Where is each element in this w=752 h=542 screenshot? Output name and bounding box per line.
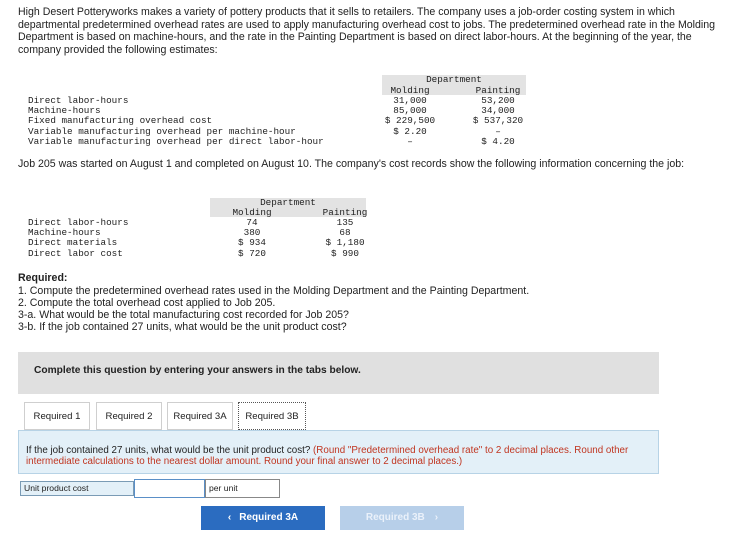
table-cell-molding: 74 (246, 217, 258, 228)
question-note: (Round "Predetermined overhead rate" to 2 decimal places. Round other intermediate calculations to the nearest dollar amount. Round your final answer to 2 decimal places.) (26, 445, 629, 467)
table-row-label: Variable manufacturing overhead per direct labor-hour (28, 135, 324, 147)
required-item: 1. Compute the predetermined overhead rates used in the Molding Department and the Painting Department. (18, 285, 530, 297)
required-heading: Required: (18, 272, 68, 284)
table-cell-painting: 34,000 (481, 105, 515, 117)
table-cell-molding: $ 229,500 (384, 115, 436, 127)
job-col-painting: Painting (322, 207, 368, 218)
table-cell-painting: – (495, 125, 501, 137)
table-cell-painting: 68 (339, 227, 351, 239)
table-cell-painting: $ 537,320 (472, 115, 524, 127)
question-main: If the job contained 27 units, what would be the unit product cost? (26, 445, 311, 456)
table-cell-molding: 31,000 (393, 95, 427, 106)
table-cell-painting: $ 990 (331, 247, 359, 259)
problem-intro: High Desert Potteryworks makes a variety of pottery products that it sells to retailers. The company uses a job-order costing system in which departmental predetermined overhead rates are used to apply manufacturing overhead cost to jobs. The predetermined overhead rate in the Molding Department is based on machine-hours, and the rate in the Painting Department is based on direct labor-hours. At the beginning of the year, the company provided the following estimates: (18, 6, 716, 56)
table-cell-molding: $ 720 (238, 247, 266, 259)
job-table-group-header: Department (260, 197, 316, 208)
table-row-label: Direct materials (28, 237, 118, 249)
prev-button-label: Required 3A (239, 512, 299, 523)
table-cell-molding: $ 934 (238, 237, 266, 249)
tab-required-3a[interactable]: Required 3A (167, 402, 233, 430)
instruction-box (18, 352, 659, 394)
table-row-label: Machine-hours (28, 227, 101, 239)
required-item: 3-b. If the job contained 27 units, what would be the unit product cost? (18, 321, 347, 333)
next-button[interactable] (340, 506, 464, 530)
table-row-label: Fixed manufacturing overhead cost (28, 115, 213, 127)
table-cell-molding: 380 (243, 227, 261, 239)
table-row-label: Direct labor-hours (28, 95, 129, 106)
table-row-label: Direct labor cost (28, 247, 123, 259)
estimates-table-group-header: Department (426, 74, 482, 85)
answer-unit: per unit (205, 479, 280, 498)
question-text (26, 445, 646, 467)
table-row-label: Machine-hours (28, 105, 101, 117)
table-row-label: Variable manufacturing overhead per machine-hour (28, 125, 296, 137)
table-cell-painting: 135 (336, 217, 354, 228)
estimates-col-molding: Molding (390, 85, 430, 96)
table-row-label: Direct labor-hours (28, 217, 129, 228)
table-cell-painting: 53,200 (481, 95, 515, 106)
next-button-label: Required 3B (365, 512, 425, 523)
chevron-right-icon: › (434, 512, 439, 523)
table-cell-painting: $ 1,180 (325, 237, 365, 249)
estimates-col-painting: Painting (475, 85, 521, 96)
chevron-left-icon: ‹ (227, 512, 232, 523)
table-cell-molding: 85,000 (393, 105, 427, 117)
table-cell-molding: – (407, 135, 413, 147)
job-col-molding: Molding (232, 207, 272, 218)
instruction-text: Complete this question by entering your answers in the tabs below. (34, 365, 361, 376)
table-cell-painting: $ 4.20 (481, 135, 515, 147)
required-item: 2. Compute the total overhead cost applied to Job 205. (18, 297, 276, 309)
tab-required-3b[interactable]: Required 3B (238, 402, 306, 430)
answer-label: Unit product cost (20, 481, 134, 496)
tab-required-2[interactable]: Required 2 (96, 402, 162, 430)
prev-button[interactable] (201, 506, 325, 530)
tab-required-1[interactable]: Required 1 (24, 402, 90, 430)
table-cell-molding: $ 2.20 (393, 125, 427, 137)
job-text: Job 205 was started on August 1 and completed on August 10. The company's cost records show the following information concerning the job: (18, 158, 685, 170)
required-item: 3-a. What would be the total manufacturing cost recorded for Job 205? (18, 309, 349, 321)
unit-product-cost-input[interactable] (134, 479, 205, 498)
